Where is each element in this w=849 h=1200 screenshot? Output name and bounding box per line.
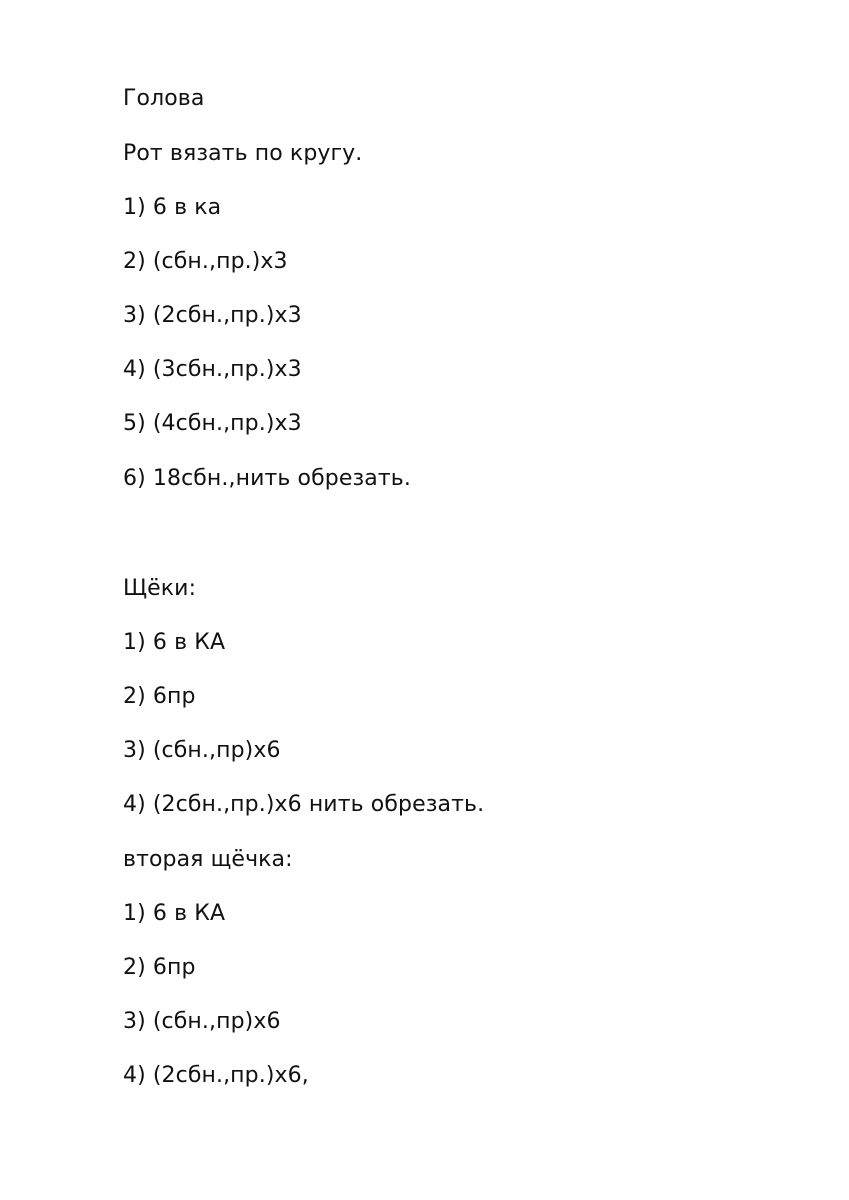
row-instruction: 2) (сбн.,пр.)х3 — [123, 249, 288, 274]
row-instruction: 2) 6пр — [123, 955, 196, 980]
section-heading-cheeks: Щёки: — [123, 576, 197, 601]
row-instruction: 3) (сбн.,пр)х6 — [123, 1009, 281, 1034]
row-instruction: 2) 6пр — [123, 684, 196, 709]
instruction-line: Рот вязать по кругу. — [123, 141, 363, 166]
row-instruction: 5) (4сбн.,пр.)х3 — [123, 411, 302, 436]
row-instruction: 1) 6 в КА — [123, 630, 226, 655]
row-instruction: 1) 6 в ка — [123, 195, 222, 220]
subsection-heading-second-cheek: вторая щёчка: — [123, 847, 293, 872]
row-instruction: 3) (сбн.,пр)х6 — [123, 738, 281, 763]
row-instruction: 1) 6 в КА — [123, 901, 226, 926]
row-instruction: 4) (3сбн.,пр.)х3 — [123, 357, 302, 382]
row-instruction: 4) (2сбн.,пр.)х6 нить обрезать. — [123, 792, 485, 817]
row-instruction: 4) (2сбн.,пр.)х6, — [123, 1063, 309, 1088]
section-heading-head: Голова — [123, 86, 205, 111]
row-instruction: 3) (2сбн.,пр.)х3 — [123, 303, 302, 328]
row-instruction: 6) 18сбн.,нить обрезать. — [123, 466, 411, 491]
